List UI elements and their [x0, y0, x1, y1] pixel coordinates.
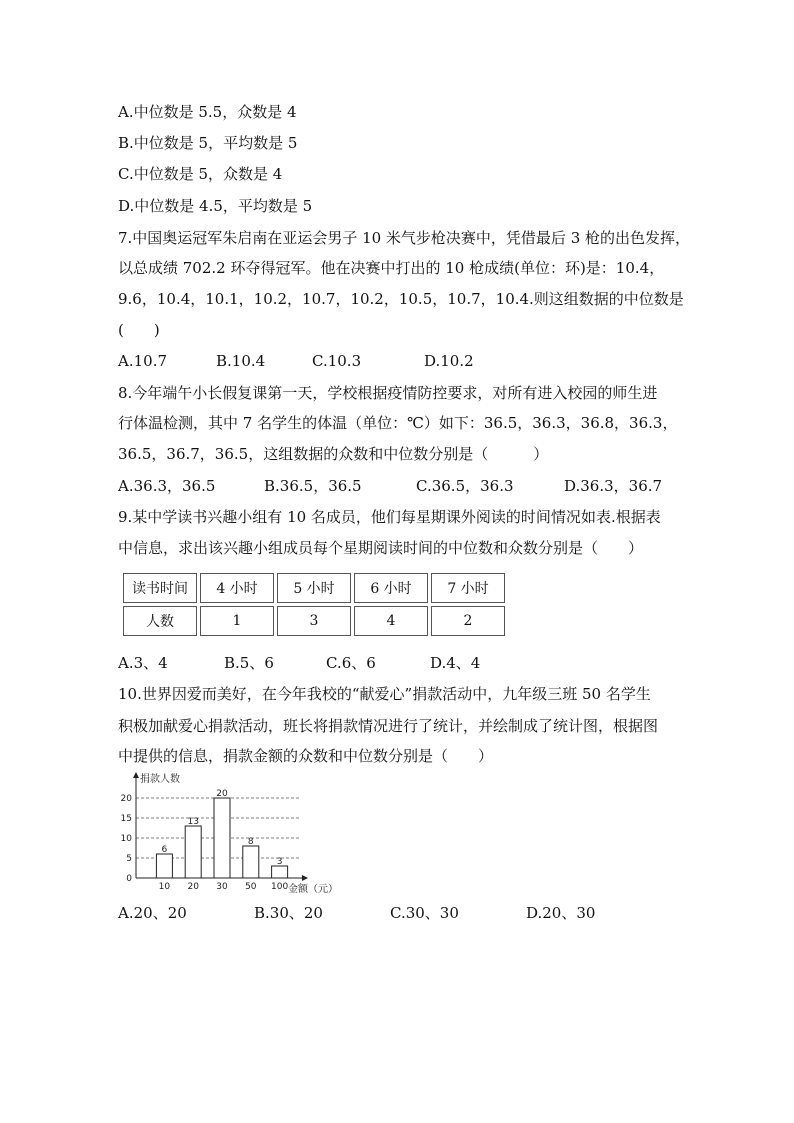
q7-text-line3: 9.6，10.4，10.1，10.2，10.7，10.2，10.5，10.7，10.4.则这组数据的中位数是 — [118, 290, 684, 308]
reading-time-table — [120, 570, 508, 639]
q9-option-b: B.5、6 — [224, 654, 274, 672]
y-tick-label: 0 — [126, 874, 132, 884]
bar — [214, 798, 230, 878]
q8-text-line1: 8.今年端午小长假复课第一天，学校根据疫情防控要求，对所有进入校园的师生进 — [118, 384, 658, 402]
q8-options — [118, 476, 698, 496]
bar-data-label: 3 — [276, 857, 283, 867]
q7-answer-bracket: ( ) — [118, 321, 160, 339]
x-tick-label: 10 — [158, 882, 171, 892]
q8-option-c: C.36.5，36.3 — [416, 477, 514, 495]
q8-option-d: D.36.3，36.7 — [564, 477, 663, 495]
table-cell: 7 小时 — [431, 573, 505, 603]
table-cell: 6 小时 — [354, 573, 428, 603]
q7-text-line1: 7.中国奥运冠军朱启南在亚运会男子 10 米气步枪决赛中，凭借最后 3 枪的出色发挥， — [118, 229, 691, 247]
q6-option-b: B.中位数是 5，平均数是 5 — [118, 134, 298, 152]
q9-text-line1: 9.某中学读书兴趣小组有 10 名成员，他们每星期课外阅读的时间情况如表.根据表 — [118, 508, 661, 526]
table-cell: 读书时间 — [123, 573, 197, 603]
table-cell: 3 — [277, 606, 351, 636]
y-tick-label: 20 — [120, 794, 132, 804]
y-tick-label: 10 — [120, 834, 132, 844]
q9-text-line2: 中信息，求出该兴趣小组成员每个星期阅读时间的中位数和众数分别是（ ） — [118, 539, 644, 557]
q10-option-c: C.30、30 — [390, 904, 459, 922]
x-tick-label: 50 — [245, 882, 257, 892]
table-cell: 4 小时 — [200, 573, 274, 603]
q10-option-b: B.30、20 — [254, 904, 323, 922]
bar-data-label: 8 — [247, 837, 254, 847]
q7-option-a: A.10.7 — [118, 352, 167, 370]
q6-option-a: A.中位数是 5.5，众数是 4 — [118, 103, 297, 121]
q7-text-line2: 以总成绩 702.2 环夺得冠军。他在决赛中打出的 10 枪成绩(单位：环)是：10.4， — [118, 259, 665, 277]
q9-option-d: D.4、4 — [430, 654, 481, 672]
bar — [272, 866, 288, 878]
q8-text-line2: 行体温检测，其中 7 名学生的体温（单位：℃）如下：36.5，36.3，36.8，36.3， — [118, 414, 678, 432]
q9-options — [118, 653, 678, 673]
bar — [243, 846, 259, 878]
q7-option-d: D.10.2 — [424, 352, 474, 370]
table-cell: 5 小时 — [277, 573, 351, 603]
q8-text-line3: 36.5，36.7，36.5，这组数据的众数和中位数分别是（ ） — [118, 445, 549, 463]
x-tick-label: 20 — [187, 882, 199, 892]
table-cell: 人数 — [123, 606, 197, 636]
q10-text-line3: 中提供的信息，捐款金额的众数和中位数分别是（ ） — [118, 747, 494, 765]
bar — [156, 854, 172, 878]
q7-option-b: B.10.4 — [216, 352, 266, 370]
table-cell: 1 — [200, 606, 274, 636]
y-axis-arrow — [133, 772, 139, 778]
q8-option-a: A.36.3，36.5 — [118, 477, 216, 495]
bar-data-label: 20 — [216, 789, 228, 799]
q10-text-line1: 10.世界因爱而美好，在今年我校的“献爱心”捐款活动中，九年级三班 50 名学生 — [118, 685, 651, 703]
y-axis-label: 捐款人数 — [140, 774, 180, 785]
q10-options — [118, 903, 678, 923]
x-axis-arrow — [302, 875, 308, 881]
bar — [185, 826, 201, 878]
q7-option-c: C.10.3 — [312, 352, 362, 370]
x-axis-label: 金额（元） — [288, 884, 338, 895]
x-tick-label: 30 — [216, 882, 228, 892]
donation-bar-chart — [110, 770, 350, 900]
table-cell: 4 — [354, 606, 428, 636]
q8-option-b: B.36.5，36.5 — [264, 477, 362, 495]
q10-option-a: A.20、20 — [118, 904, 187, 922]
q6-option-d: D.中位数是 4.5，平均数是 5 — [118, 197, 313, 215]
bar-data-label: 6 — [161, 845, 168, 855]
table-row — [123, 606, 505, 636]
q9-option-c: C.6、6 — [326, 654, 376, 672]
q9-option-a: A.3、4 — [118, 654, 168, 672]
q7-options — [118, 351, 678, 371]
y-tick-label: 5 — [126, 854, 132, 864]
table-cell: 2 — [431, 606, 505, 636]
y-tick-label: 15 — [120, 814, 132, 824]
x-tick-label: 100 — [271, 882, 289, 892]
q10-text-line2: 积极加献爱心捐款活动，班长将捐款情况进行了统计，并绘制成了统计图，根据图 — [118, 717, 659, 735]
table-row — [123, 573, 505, 603]
bar-data-label: 13 — [187, 817, 199, 827]
q10-option-d: D.20、30 — [526, 904, 596, 922]
q6-option-c: C.中位数是 5，众数是 4 — [118, 165, 283, 183]
